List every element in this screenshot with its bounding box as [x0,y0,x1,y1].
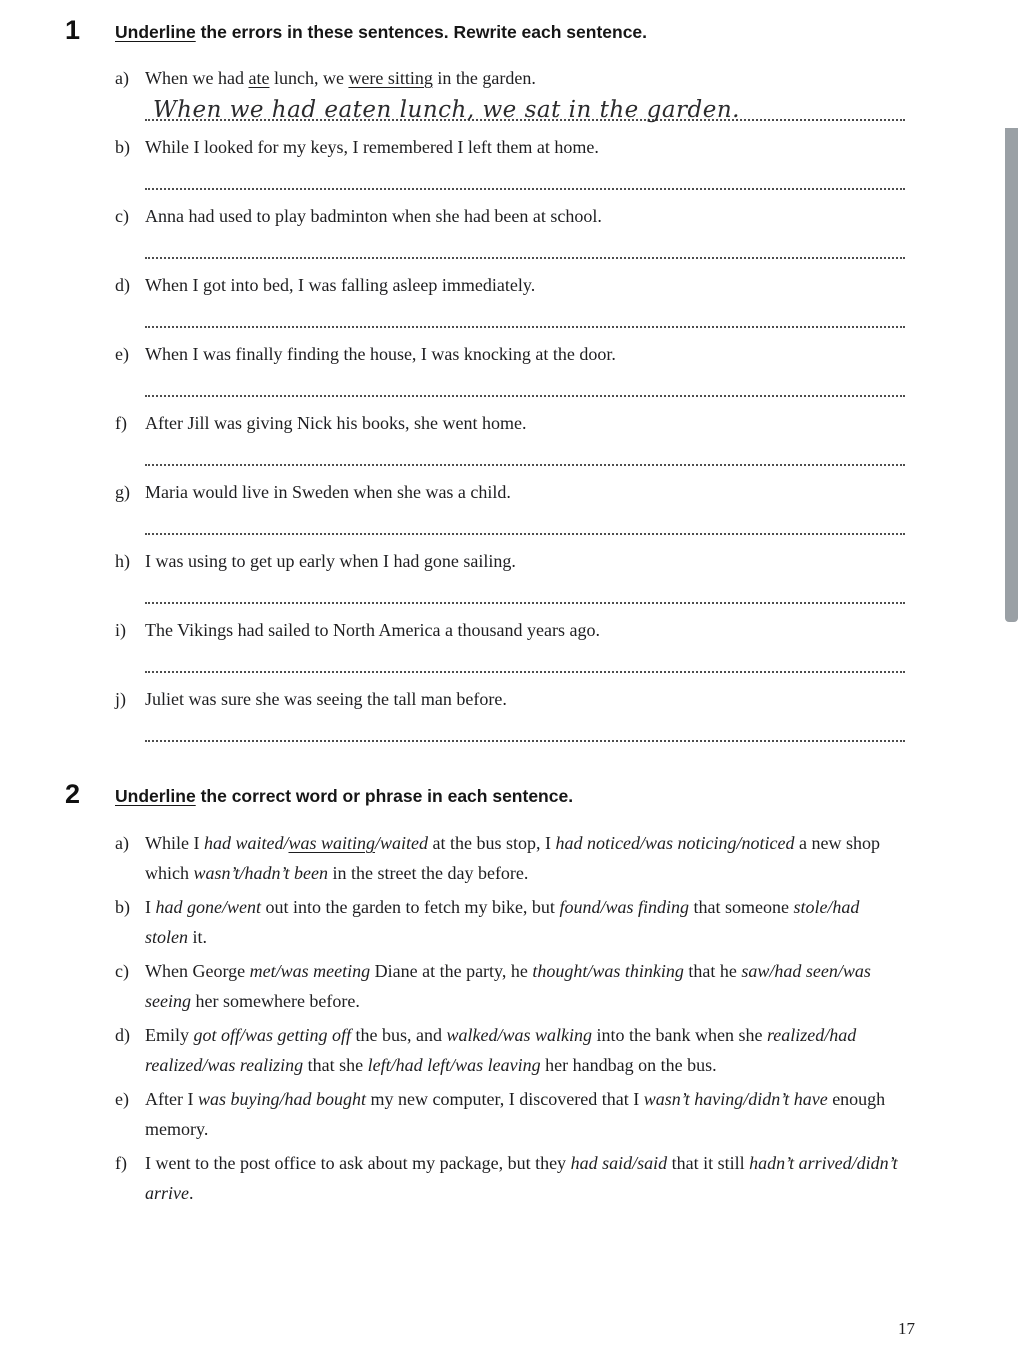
scan-edge-artifact [1005,128,1018,622]
text-segment: Maria would live in Sweden when she was a child. [145,482,511,502]
exercise-2-item [115,1020,905,1080]
item-sentence [145,1020,905,1080]
item-body [145,687,905,742]
item-sentence [145,135,905,160]
text-segment: her somewhere before. [190,991,360,1011]
item-label: a) [115,68,129,88]
exercise-1-header [65,16,905,46]
text-segment: wasn’t having/didn’t have [643,1089,828,1109]
exercise-2-item [115,1148,905,1208]
item-body [145,135,905,190]
exercise-2 [65,780,905,1208]
item-body [145,480,905,535]
item-label: f) [115,1153,127,1173]
item-sentence [145,411,905,436]
answer-line [145,586,905,604]
exercise-1-number: 1 [65,15,81,45]
text-segment: found/was finding [559,897,689,917]
item-label: c) [115,961,129,981]
handwritten-answer: When we had eaten lunch, we sat in the garden. [153,97,740,123]
text-segment: realized/had realized/was realizing [145,1025,857,1075]
text-segment: into the bank when she [592,1025,767,1045]
text-segment: . [189,1183,194,1203]
answer-line [145,655,905,673]
exercise-2-instruction [115,780,905,808]
item-label: b) [115,897,130,917]
text-segment: saw/had seen/was seeing [145,961,871,1011]
text-segment: When we had [145,68,249,88]
text-segment: hadn’t arrived/didn’t arrive [145,1153,898,1203]
text-segment: the bus, and [351,1025,447,1045]
exercise-2-item [115,956,905,1016]
text-segment: was buying/had bought [197,1089,366,1109]
exercise-2-item [115,892,905,952]
text-segment: that it still [667,1153,750,1173]
text-segment: that he [683,961,742,981]
item-label: a) [115,833,129,853]
text-segment: it. [188,927,208,947]
exercise-1-item [115,549,905,604]
text-segment: out into the garden to fetch my bike, but [261,897,560,917]
text-segment: Anna had used to play badminton when she had been at school. [145,206,602,226]
text-segment: /waited [375,833,429,853]
item-sentence [145,66,905,91]
exercise-2-header [65,780,905,810]
answer-line [145,172,905,190]
exercise-1-items [115,66,905,742]
item-label: c) [115,206,129,226]
text-segment: When I got into bed, I was falling asleep immediately. [145,275,536,295]
exercise-1-item [115,273,905,328]
text-segment: While I [145,833,204,853]
text-segment: my new computer, I discovered that I [366,1089,644,1109]
text-segment: Juliet was sure she was seeing the tall man before. [145,689,507,709]
text-segment: I went to the post office to ask about my package, but they [145,1153,571,1173]
text-segment: Emily [145,1025,194,1045]
exercise-1-item [115,687,905,742]
text-segment: met/was meeting [249,961,371,981]
answer-line [145,517,905,535]
exercise-1-instruction [115,16,905,44]
text-segment: The Vikings had sailed to North America a thousand years ago. [145,620,600,640]
text-segment: in the garden. [432,68,536,88]
exercise-1-item [115,480,905,535]
item-sentence [145,204,905,229]
item-sentence [145,342,905,367]
text-segment: When I was finally finding the house, I was knocking at the door. [145,344,616,364]
text-segment: had noticed/was noticing/noticed [555,833,795,853]
item-label: b) [115,137,130,157]
text-segment: stole/had stolen [145,897,860,947]
exercise-2-item [115,1084,905,1144]
text-segment: at the bus stop, I [428,833,556,853]
item-body [145,549,905,604]
text-segment: the correct word or phrase in each sentence. [195,786,574,806]
text-segment: thought/was thinking [532,961,684,981]
text-segment: After I [145,1089,198,1109]
exercise-1-item [115,66,905,121]
item-label: e) [115,344,129,364]
text-segment: Diane at the party, he [370,961,533,981]
item-sentence [145,480,905,505]
answer-line [145,379,905,397]
item-label: d) [115,1025,130,1045]
text-segment: Underline [115,22,196,42]
item-sentence [145,828,905,888]
text-segment: that she [303,1055,368,1075]
text-segment: in the street the day before. [328,863,529,883]
item-label: i) [115,620,126,640]
exercise-1-item [115,411,905,466]
item-label: j) [115,689,126,709]
item-sentence [145,892,905,952]
answer-line [145,310,905,328]
answer-line [145,241,905,259]
text-segment: were sitting [348,68,433,88]
item-label: e) [115,1089,129,1109]
text-segment: While I looked for my keys, I remembered I left them at home. [145,137,599,157]
text-segment: I was using to get up early when I had gone sailing. [145,551,516,571]
item-body [145,204,905,259]
text-segment: wasn’t/hadn’t been [193,863,328,883]
item-body [145,273,905,328]
item-body [145,66,905,121]
text-segment: had said/said [570,1153,668,1173]
item-body [145,342,905,397]
item-label: d) [115,275,130,295]
item-body [145,618,905,673]
answer-line [145,448,905,466]
item-sentence [145,273,905,298]
text-segment: her handbag on the bus. [540,1055,717,1075]
item-label: f) [115,413,127,433]
answer-line [145,97,905,123]
text-segment: got off/was getting off [193,1025,352,1045]
text-segment: When George [145,961,250,981]
exercise-1-item [115,204,905,259]
item-sentence [145,956,905,1016]
exercise-1 [65,16,905,742]
exercise-2-number: 2 [65,779,81,809]
text-segment: After Jill was giving Nick his books, she went home. [145,413,527,433]
text-segment: Underline [115,786,196,806]
item-sentence [145,687,905,712]
item-label: g) [115,482,130,502]
answer-line [145,724,905,742]
text-segment: I [145,897,156,917]
text-segment: lunch, we [269,68,349,88]
text-segment: enough memory. [145,1089,886,1139]
exercise-1-item [115,342,905,397]
text-segment: the errors in these sentences. Rewrite each sentence. [195,22,648,42]
exercise-2-item [115,828,905,888]
item-label: h) [115,551,130,571]
exercise-1-item [115,618,905,673]
item-sentence [145,1084,905,1144]
exercise-2-items [115,828,905,1208]
item-sentence [145,549,905,574]
item-body [145,411,905,466]
text-segment: had waited/ [203,833,289,853]
item-sentence [145,618,905,643]
text-segment: ate [248,68,270,88]
item-sentence [145,1148,905,1208]
text-segment: had gone/went [155,897,261,917]
text-segment: a new shop which [145,833,880,883]
exercise-1-item [115,135,905,190]
text-segment: was waiting [288,833,376,853]
page-number: 17 [898,1319,915,1338]
text-segment: walked/was walking [446,1025,592,1045]
text-segment: that someone [688,897,794,917]
text-segment: left/had left/was leaving [367,1055,541,1075]
